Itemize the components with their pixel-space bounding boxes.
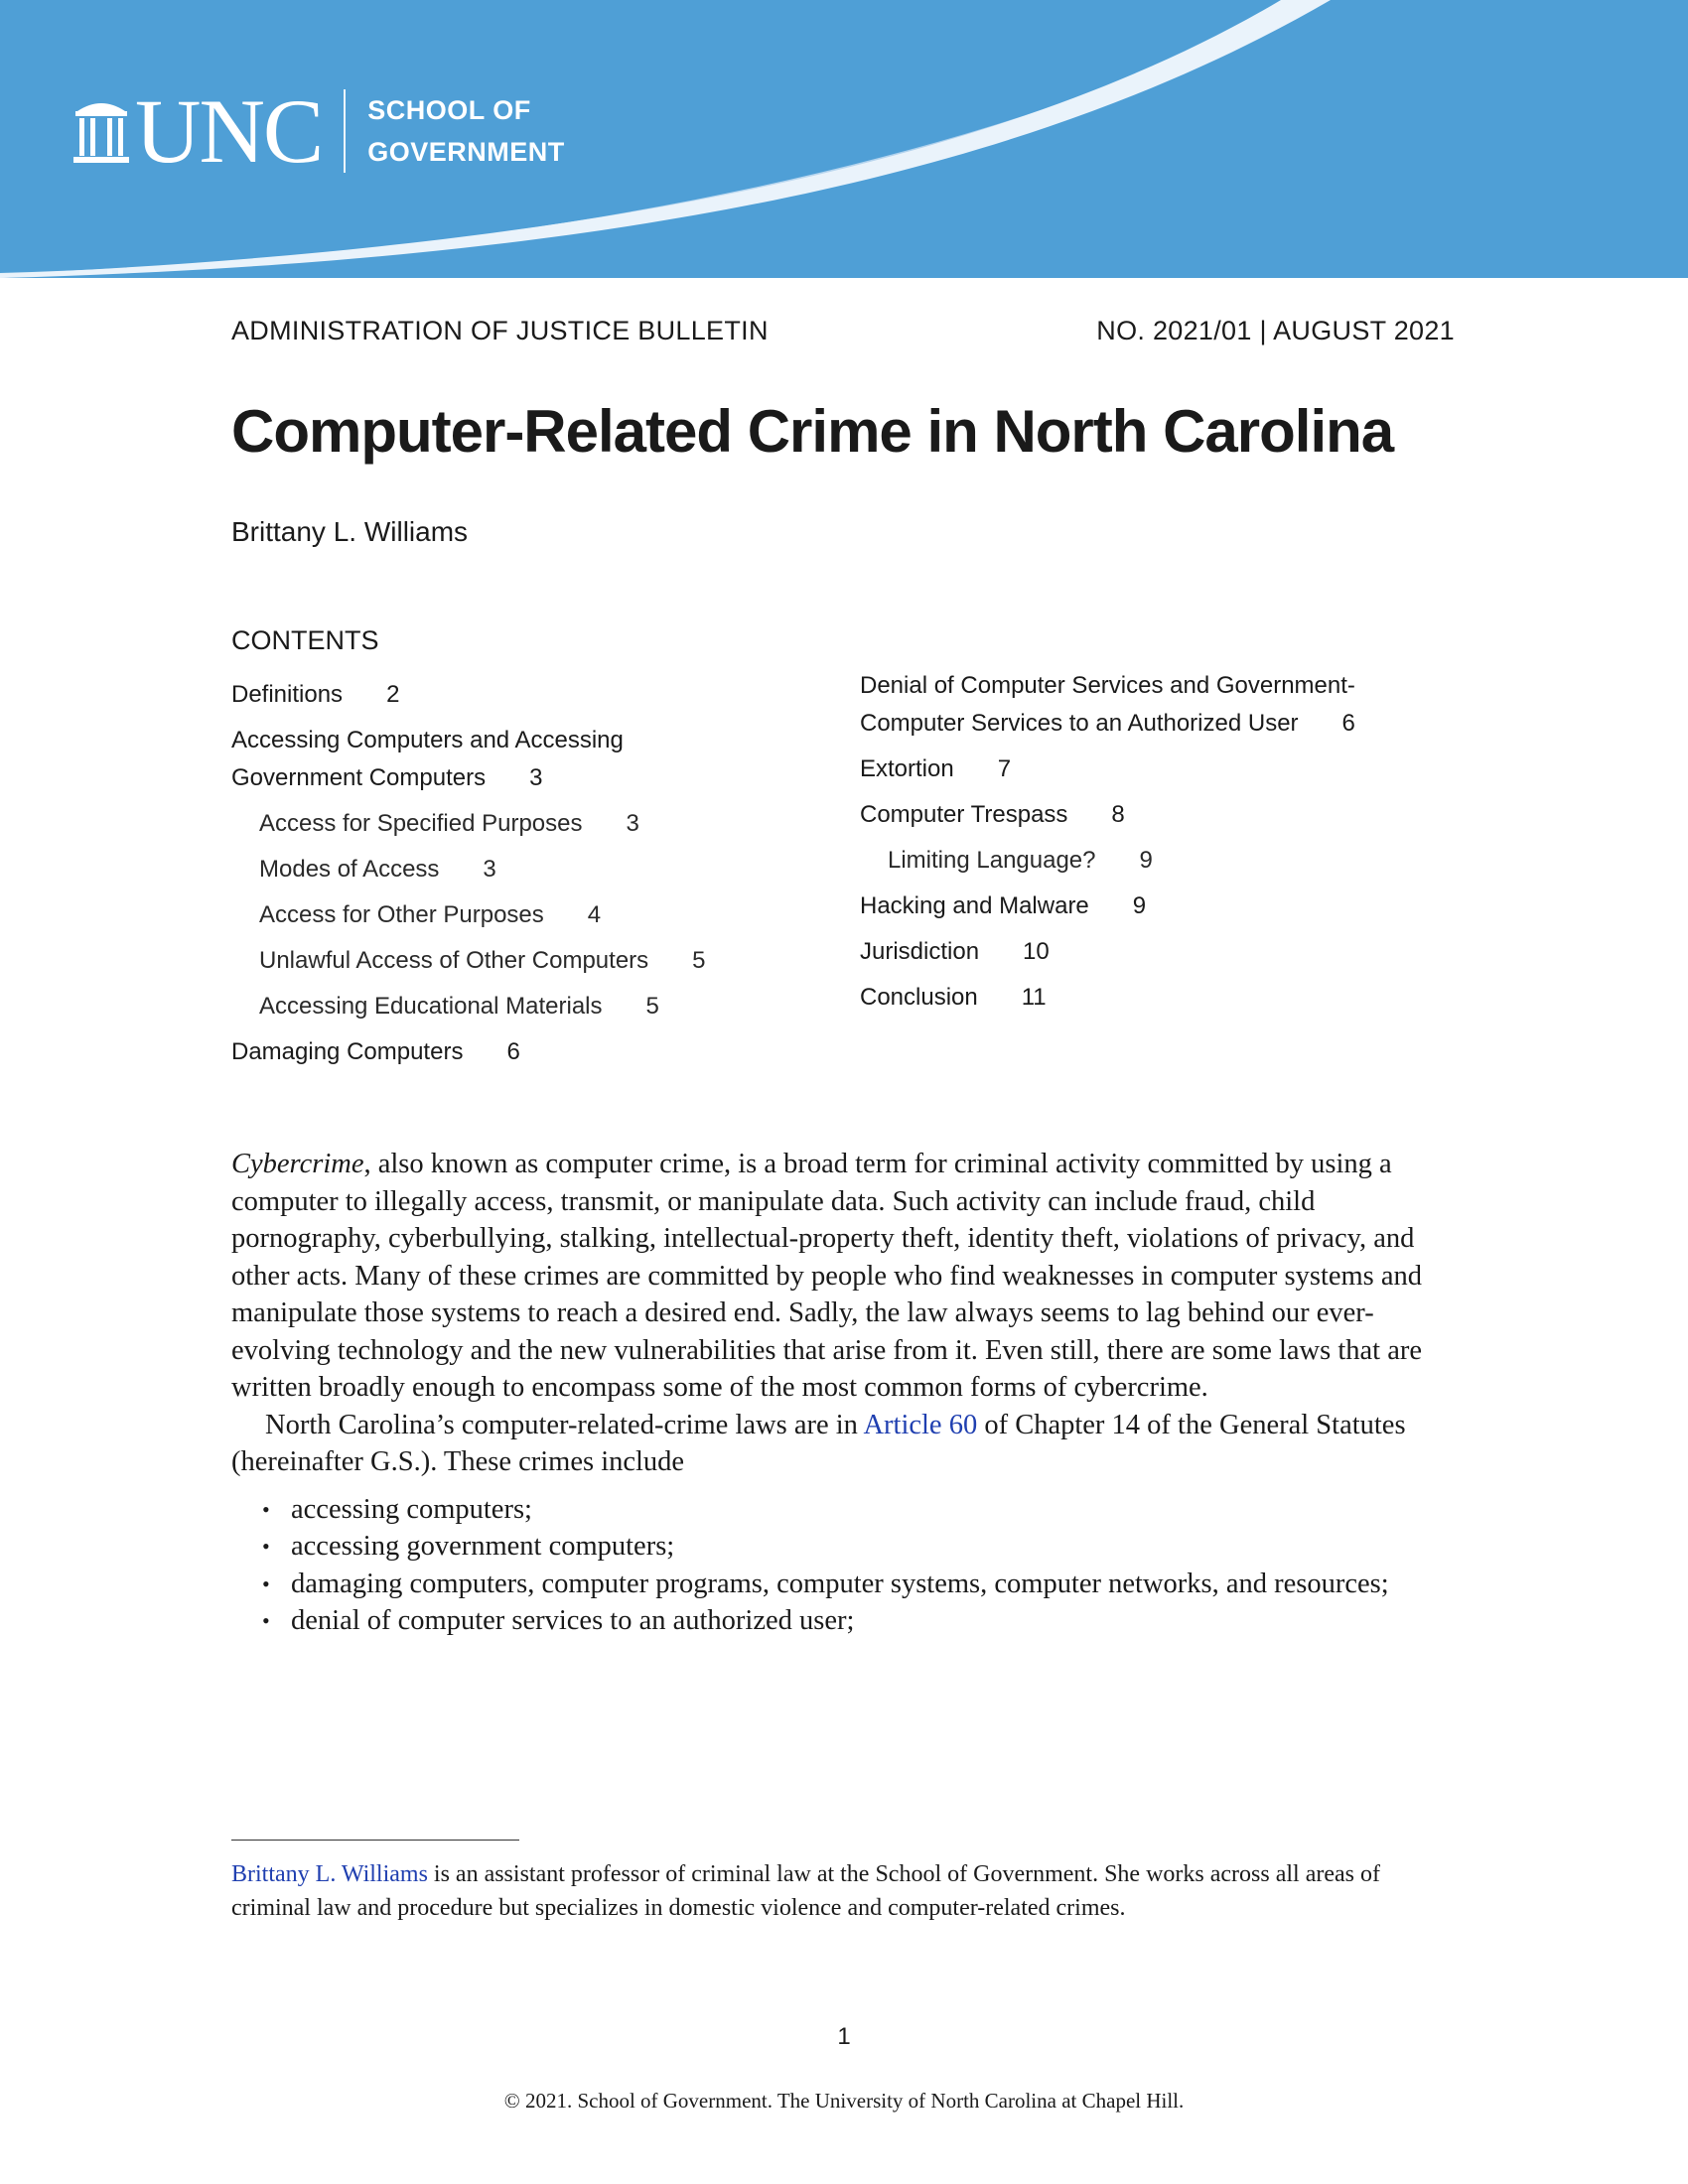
statutes-text-end: of Chapter 14 of the General Statutes (hereinafter G.S.). These crimes include bbox=[231, 1409, 1406, 1477]
statutes-text-start: North Carolina’s computer-related-crime laws are in bbox=[265, 1409, 864, 1440]
toc-label: Computer Services to an Authorized User bbox=[860, 710, 1299, 737]
header-band bbox=[0, 0, 1688, 278]
body-text bbox=[231, 1146, 1455, 1640]
list-item: • damaging computers, computer programs, computer systems, computer networks, and resources; bbox=[231, 1566, 1455, 1603]
footnote-author-link[interactable]: Brittany L. Williams bbox=[231, 1861, 428, 1887]
toc-label: Extortion bbox=[860, 755, 954, 782]
toc-label: Accessing Educational Materials bbox=[259, 993, 603, 1020]
page-title: Computer-Related Crime in North Carolina bbox=[231, 398, 1394, 465]
toc-page: 7 bbox=[997, 755, 1012, 782]
toc-label: Government Computers bbox=[231, 764, 487, 791]
list-item: • accessing government computers; bbox=[231, 1528, 1455, 1566]
toc-page: 2 bbox=[386, 681, 400, 708]
unc-logo[interactable] bbox=[71, 80, 565, 182]
intro-paragraph-text: , also known as computer crime, is a broad term for criminal activity committed by using a computer to illegally access, transmit, or manipulate data. Such activity can include fraud, child pornography, cyberbullying, stalking, intellectual-property theft, identity theft, violations of privacy, and other acts. Many of these crimes are committed by people who find weaknesses in computer systems and manipulate those systems to reach a desired end. Sadly, the law always seems to lag behind our ever-evolving technology and the new vulnerabilities that arise from it. Even still, there are some laws that are written broadly enough to encompass some of the most common forms of cybercrime. bbox=[231, 1149, 1423, 1403]
toc-label: Accessing Computers and Accessing bbox=[231, 727, 624, 753]
term-cybercrime: Cybercrime bbox=[231, 1149, 364, 1179]
logo-unc-text: UNC bbox=[135, 80, 323, 182]
toc-right-column bbox=[860, 667, 1456, 1017]
toc-page: 5 bbox=[645, 993, 659, 1020]
toc-page: 3 bbox=[529, 764, 543, 791]
author-name: Brittany L. Williams bbox=[231, 516, 469, 547]
article-60-link[interactable]: Article 60 bbox=[863, 1409, 978, 1440]
toc-item-definitions[interactable] bbox=[231, 676, 787, 714]
toc-page: 6 bbox=[506, 1038, 520, 1065]
toc-item-specified-purposes[interactable] bbox=[231, 805, 787, 843]
toc-page: 5 bbox=[692, 947, 706, 974]
toc-item-hacking-malware[interactable] bbox=[860, 887, 1456, 925]
bulletin-row bbox=[231, 316, 1455, 346]
toc-item-jurisdiction[interactable] bbox=[860, 933, 1456, 971]
page-number: 1 bbox=[837, 2023, 851, 2050]
toc-page: 4 bbox=[587, 901, 602, 928]
toc-item-damaging-computers[interactable] bbox=[231, 1033, 787, 1071]
footnote-text: is an assistant professor of criminal law at the School of Government. She works across all areas of criminal law and procedure but specializes in domestic violence and computer-related crimes. bbox=[231, 1861, 1380, 1921]
toc-item-denial-of-services[interactable] bbox=[860, 667, 1456, 705]
intro-paragraph bbox=[231, 1146, 1455, 1407]
toc-item-educational-materials[interactable] bbox=[231, 988, 787, 1025]
logo-school-line1: SCHOOL OF bbox=[367, 95, 531, 125]
toc-page: 11 bbox=[1021, 984, 1047, 1011]
bulletin-series: ADMINISTRATION OF JUSTICE BULLETIN bbox=[231, 316, 769, 345]
toc-item-extortion[interactable] bbox=[860, 751, 1456, 788]
toc-item-government-computers[interactable] bbox=[231, 759, 787, 797]
toc-item-limiting-language[interactable] bbox=[860, 842, 1456, 880]
toc-item-other-purposes[interactable] bbox=[231, 896, 787, 934]
toc-label: Access for Other Purposes bbox=[259, 901, 544, 928]
contents-heading: CONTENTS bbox=[231, 625, 379, 655]
toc-left-column bbox=[231, 676, 787, 1071]
toc-label: Jurisdiction bbox=[860, 938, 980, 965]
toc-item-computer-trespass[interactable] bbox=[860, 796, 1456, 834]
footnote-divider bbox=[231, 1840, 519, 1841]
logo-divider bbox=[344, 89, 346, 173]
toc-label: Limiting Language? bbox=[888, 847, 1096, 874]
toc-label: Conclusion bbox=[860, 984, 978, 1011]
old-well-icon bbox=[71, 95, 131, 167]
toc-label: Computer Trespass bbox=[860, 801, 1068, 828]
toc-page: 3 bbox=[483, 856, 496, 883]
toc-label: Hacking and Malware bbox=[860, 892, 1089, 919]
toc-label: Damaging Computers bbox=[231, 1038, 464, 1065]
toc-page: 9 bbox=[1132, 892, 1147, 919]
statutes-paragraph bbox=[231, 1407, 1455, 1481]
toc-item-conclusion[interactable] bbox=[860, 979, 1456, 1017]
toc-page: 9 bbox=[1139, 847, 1153, 874]
toc-page: 6 bbox=[1341, 710, 1355, 737]
list-item: • accessing computers; bbox=[231, 1491, 1455, 1529]
logo-school-line2: GOVERNMENT bbox=[367, 137, 565, 167]
toc-page: 8 bbox=[1111, 801, 1125, 828]
toc-label: Definitions bbox=[231, 681, 344, 708]
toc-label: Access for Specified Purposes bbox=[259, 810, 583, 837]
toc-label: Unlawful Access of Other Computers bbox=[259, 947, 649, 974]
author-footnote bbox=[231, 1857, 1455, 1925]
toc-label: Denial of Computer Services and Government- bbox=[860, 672, 1355, 699]
logo-school-text bbox=[367, 89, 565, 173]
toc-item-authorized-user[interactable] bbox=[860, 705, 1456, 743]
crimes-list bbox=[231, 1491, 1455, 1640]
toc-item-accessing-computers[interactable] bbox=[231, 722, 787, 759]
toc-page: 10 bbox=[1023, 938, 1050, 965]
toc-label: Modes of Access bbox=[259, 856, 440, 883]
toc-item-modes-of-access[interactable] bbox=[231, 851, 787, 888]
copyright-notice: © 2021. School of Government. The University of North Carolina at Chapel Hill. bbox=[503, 2089, 1185, 2113]
bulletin-number-date: NO. 2021/01 | AUGUST 2021 bbox=[1096, 316, 1455, 345]
toc-item-unlawful-access[interactable] bbox=[231, 942, 787, 980]
toc-page: 3 bbox=[626, 810, 639, 837]
list-item: • denial of computer services to an authorized user; bbox=[231, 1602, 1455, 1640]
